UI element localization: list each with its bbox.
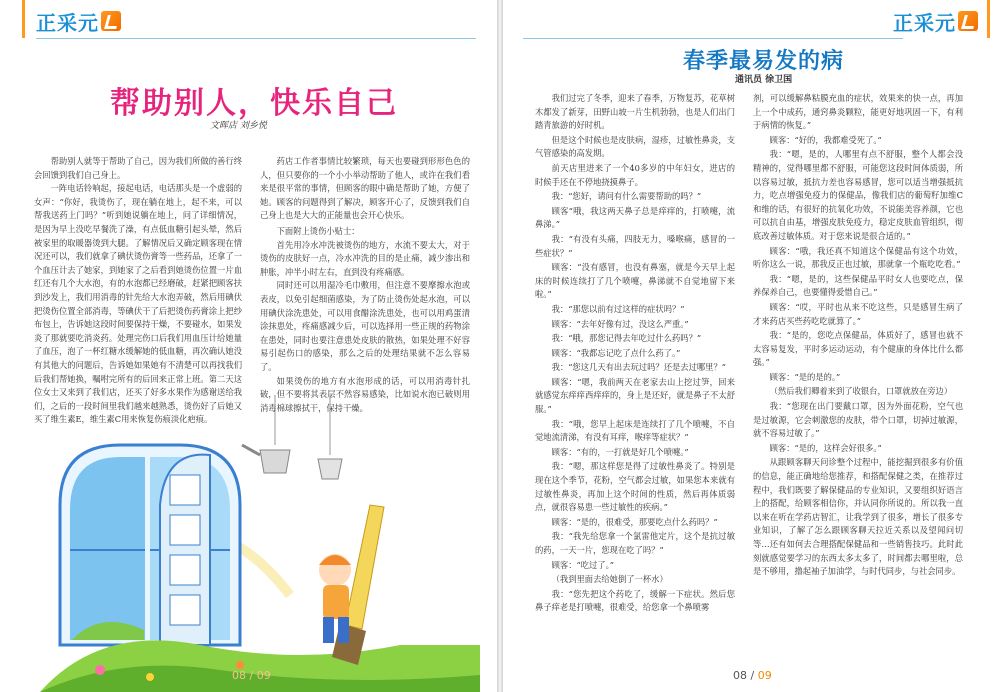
dialogue-line: 我：“您好，请问有什么需要帮助的吗？”: [551, 191, 702, 202]
paragraph: 药店工作者事情比较繁琐，每天也要碰到形形色色的人，但只要你的一个小小举动帮助了他人，或许在我们看来是很平常的事情，但顾客的眼中确是帮助了她，方便了她。顾客的问题得到了解决，顾客开心了，反馈到我们自己身上也是大大的正能量也会开心快乐。: [260, 156, 470, 221]
dialogue-line: 我：“哦，您早上起床是连续打了几个喷嚏，不自觉地流清涕，有没有耳痒，喉痒等症状？”: [535, 418, 735, 443]
dialogue-line: 顾客：“好的，我都难受死了。”: [769, 134, 882, 145]
dialogue-line: 我：“我先给您拿一个氯雷他定片，这个是抗过敏的药，一天一片，您现在吃了吗？”: [535, 531, 735, 555]
dialogue-line: 我：“嗯，是的，人哪里有点不舒服，整个人都会没精神的，觉得哪里都不舒服，可能您这段时间体质弱，所以容易过敏，抵抗力差也容易感冒，您可以适当增强抵抗力，吃点增强免疫力的保健品，像我们店的葡萄籽加维C和维的话，有很好的抗氧化功效，不说能美容养颜，它也可以抗自由基，增强皮肤免疫力，稳定皮肤血管组织，彻底改善过敏体质。对于您来说是很合适的。”: [753, 149, 963, 241]
dialogue-line: 顾客：“是的是的。”: [769, 371, 841, 382]
paragraph: 从跟顾客聊天问诊整个过程中，能挖掘到很多有价值的信息，能正确地给您推荐，和搭配保健之类，在推荐过程中，我们既要了解保健品的专业知识，又要组织好语言上的搭配，给顾客相信你，并认同你所说的。所以我一直以来在听在学药店智汇，让我学到了很多，增长了很多专业知识，了解了怎么跟顾客聊天拉近关系以及望闻问切等…还有如何去合理搭配保健品和一些销售技巧。此时此刻就感觉要学习的东西太多太多了，时间都去哪里啦，总是不够用，撸起袖子加油学，与时代同步，与社会同步。: [753, 457, 963, 577]
article-byline: 通讯员 徐卫国: [735, 75, 793, 85]
right-column-1: [535, 92, 735, 644]
header-rule: [523, 38, 903, 39]
dialogue-line: 顾客：“有的，一打就是好几个喷嚏。”: [551, 446, 689, 457]
paragraph: 但是这个时候也是皮肤病，湿疹，过敏性鼻炎，支气管感染的高发期。: [535, 134, 735, 159]
dialogue-line: 顾客：“哎，平时也从来不吃这些，只是感冒生病了才来药店买些药吃吃就算了。”: [753, 301, 963, 326]
brand-logo-text: 正采元: [893, 10, 956, 35]
paragraph: 我们过完了冬季，迎来了春季，万物复苏，花草树木都发了新芽，田野山坡一片生机勃勃，也是人们出门踏青旅游的好时机。: [535, 93, 735, 131]
logo-accent-bar: [987, 0, 990, 38]
dialogue-line: 我：“嗯，是的，这些保健品平时女人也要吃点，保养保养自己，也要懂得爱惜自己。”: [753, 273, 963, 298]
paragraph: 帮助别人就等于帮助了自己，因为我们所做的善行终会回馈到我们自己身上。: [34, 156, 242, 180]
page-number: [733, 669, 772, 682]
dialogue-line: 我：“哦，那您记得去年吃过什么药吗？”: [551, 333, 702, 344]
article-byline: 文晖店 刘乡悦: [210, 121, 267, 131]
brand-logo: [36, 8, 121, 34]
painting-boy-illustration: [40, 395, 480, 692]
page-number-separator: /: [747, 669, 758, 682]
tips-heading: 下面附上烫伤小贴士：: [276, 225, 360, 236]
dialogue-line: 我：“您这几天有出去玩过吗？还是去过哪里？”: [551, 362, 727, 373]
dialogue-line: （我到里面去给她倒了一杯水）: [551, 574, 668, 585]
dialogue-line: 我：“嗯，那这样您是得了过敏性鼻炎了。特别是现在这个季节，花粉，空气都会过敏，如果您本来就有过敏性鼻炎，再加上这个时间的性质，然后再体质弱点，就很容易患一些过敏性的疾病。”: [535, 461, 735, 513]
article-title: 帮助别人，快乐自己: [110, 86, 398, 121]
brand-logo-mark-icon: [101, 11, 121, 31]
dialogue-line: 我：“那您以前有过这样的症状吗？”: [551, 303, 685, 314]
article-title: 春季最易发的病: [683, 48, 845, 74]
left-page: [0, 0, 497, 692]
flower-icon: [146, 673, 154, 681]
paragraph: 一阵电话铃响起，接起电话，电话那头是一个虚弱的女声：“你好，我烫伤了，现在躺在地上，起不来，可以帮我送药上门吗？”听到她说躺在地上，问了详细情况，是因为早上没吃早餐洗了澡，有点低血糖引起头晕，然后被家里的取暖器烫到大腿。了解情况后又确定顾客现在情况还可以，我们就拿了碘伏烫伤膏等一些药品，还拿了一个血压计去了她家，到她家了之后看到她烫伤位置一片血红还有几个大水泡，有的水泡都已经磨破，赶紧把顾客扶到沙发上，我们用消毒的针先给大水泡弄破，然后用碘伏把烫伤位置全部消毒，等碘伏干了后把烫伤药膏涂上把纱布包上，告诉她这段时间要保持干燥，不要碰水，如果发炎了那就要吃消炎药。处理完伤口后我们用血压计给她量了血压，泡了一杯红糖水缓解她的低血糖，再次确认她没有其他大的问题后，告诉她如果她有不清楚可以再找我们后我们帮她换，嘱咐完所有的后回来正常上班。第二天这位女士又来到了我们店，还买了好多水果作为感谢送给我们，之后的一段时间里我们越来越熟悉，烫伤好了后她又买了维生素E，维生素C用来恢复伤痕淡化疤痕。: [34, 183, 242, 425]
dialogue-line: 顾客：“是的，很难受，那要吃点什么药吗？”: [551, 516, 718, 527]
header-rule: [36, 38, 476, 39]
page-number-left: 08: [733, 669, 747, 682]
flower-icon: [95, 665, 105, 675]
paragraph: 剂，可以缓解鼻粘膜充血的症状，效果来的快一点，再加上一个中成药，通窍鼻炎颗粒，能更好地巩固一下，有利于病情的恢复。”: [753, 93, 963, 131]
logo-accent-bar: [22, 0, 25, 38]
brand-logo: [893, 8, 978, 34]
window-illustration: [60, 445, 240, 645]
brand-logo-text: 正采元: [36, 10, 99, 35]
flower-icon: [236, 661, 244, 669]
dialogue-line: 顾客：“嗯，我前两天在老家去山上挖过笋，回来就感觉东痒痒西痒痒的，身上是还好，就是鼻子不太舒服。”: [535, 376, 735, 415]
right-column-2: [753, 92, 963, 644]
dialogue-line: 顾客：“去年好像有过，没这么严重。”: [551, 318, 689, 329]
paragraph: 同时还可以用湿冷毛巾敷用，但注意不要摩擦水泡或表皮，以免引起细菌感染，为了防止烫伤处起水泡，可以用碘伏涂洗患处，可以用食醋涂洗患处，也可以用鸡蛋清涂抹患处，疼痛感减少后，可以选择用一些正规的药物涂在患处，同时也要注意患处皮肤的散热，如果处理不好容易引起伤口的感染，那么之后的处理结果就不怎么容易了。: [260, 280, 470, 372]
page-number-separator: /: [246, 669, 257, 682]
dialogue-line: （然后我们卿着来到了收银台，口罩就放在旁边）: [769, 386, 953, 397]
boy-character: [319, 554, 351, 643]
dialogue-line: 顾客：“是的，这样会好很多。”: [769, 442, 882, 453]
page-number: [232, 669, 271, 682]
brand-logo-mark-icon: [958, 11, 978, 31]
dialogue-line: 顾客：“我都忘记吃了点什么药了。”: [551, 347, 681, 358]
paragraph: 如果烫伤的地方有水泡形成的话，可以用消毒针扎破，但不要将其表层不然容易感染，比如说水泡已破则用消毒棉球擦拭干，保持干燥。: [260, 375, 470, 413]
dialogue-line: 我：“您现在出门要戴口罩，因为外面花粉，空气也是过敏源，它会刺激您的皮肤，带个口罩，切掉过敏源，就不容易过敏了。”: [753, 401, 963, 439]
dialogue-line: 我：“有没有头痛，四肢无力，嗓喉痛，感冒的一些症状？”: [535, 233, 735, 258]
dialogue-line: 顾客：“没有感冒，也没有鼻塞，就是今天早上起床的时候连续打了几个喷嚏，鼻涕就不自觉地留下来啦。”: [535, 262, 735, 300]
page-number-right: 09: [256, 669, 271, 682]
page-number-left: 08: [232, 669, 246, 682]
dialogue-line: 顾客“哦，我这两天鼻子总是痒痒的，打喷嚏，流鼻涕。”: [535, 205, 735, 230]
page-number-right: 09: [757, 669, 772, 682]
watering-can-icon: [242, 395, 342, 479]
dialogue-line: 我：“您先把这个药吃了，缓解一下症状。然后您鼻子痒老是打喷嚏，很难受，给您拿一个鼻喷雾: [535, 588, 735, 613]
right-page: [503, 0, 1000, 692]
paragraph: 首先用冷水冲洗被烫伤的地方，水流不要太大，对于烫伤的皮肤好一点，冷水冲洗的目的是止痛，减少渗出和肿胀，冲半小时左右，直到没有疼痛感。: [260, 239, 470, 277]
paragraph: 前天店里进来了一个40多岁的中年妇女，进店的时候手还在不停地挠摸鼻子。: [535, 162, 735, 187]
dialogue-line: 顾客：“吃过了。”: [551, 559, 615, 570]
dialogue-line: 顾客：“哦，我还真不知道这个保健品有这个功效，听你这么一说，那我反正也过敏，那就拿一个瓶吃吃看。”: [753, 245, 963, 270]
dialogue-line: 我：“是的，您吃点保健品，体质好了，感冒也就不太容易复发，平时多运动运动，有个健康的身体比什么都强。”: [753, 330, 963, 368]
